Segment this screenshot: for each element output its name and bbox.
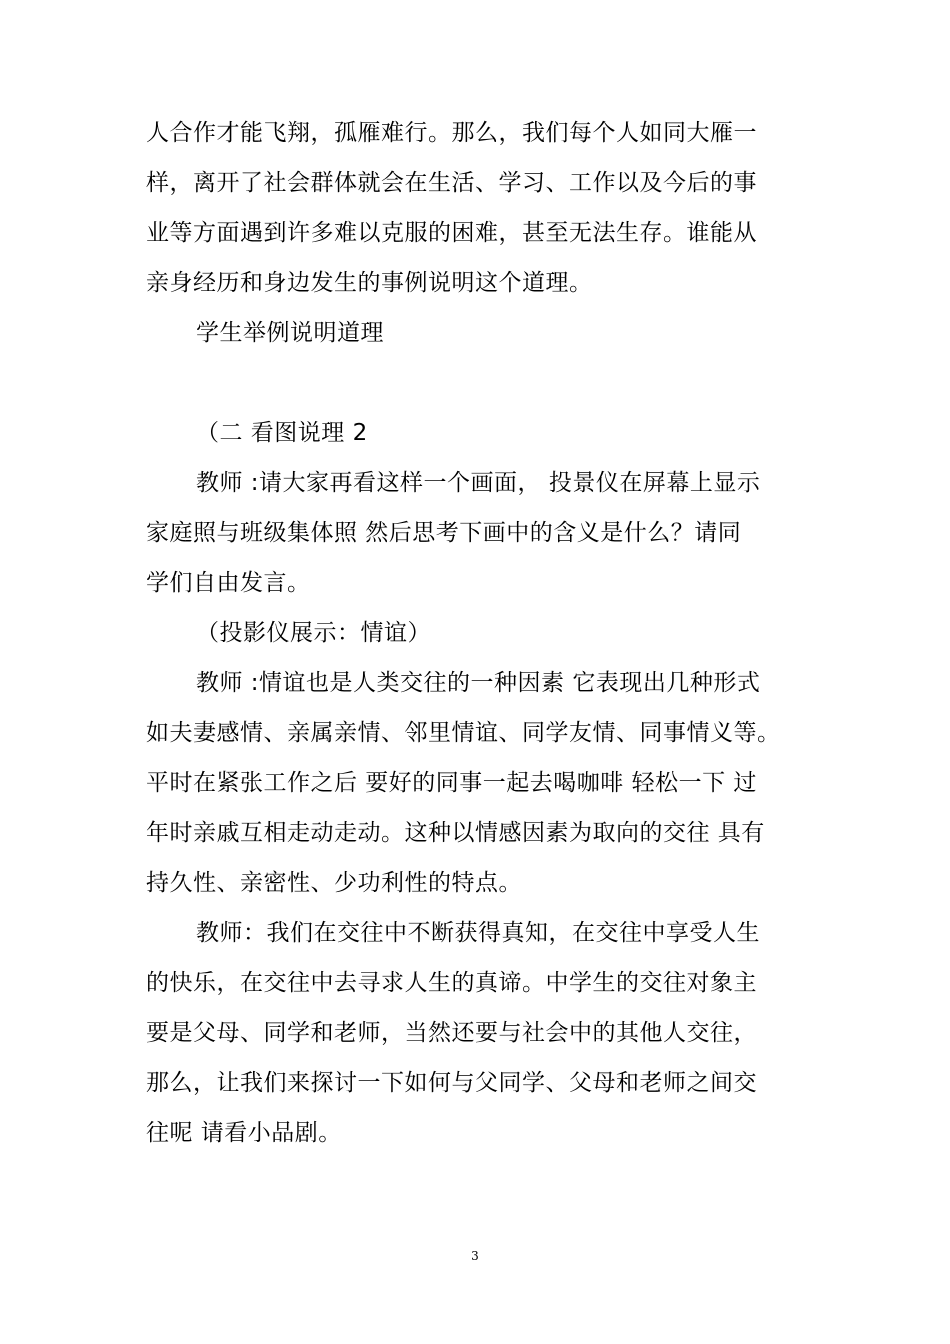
text-line: 亲身经历和身边发生的事例说明这个道理。 [146, 270, 593, 296]
text-line: 那么，让我们来探讨一下如何与父同学、父母和老师之间交 [146, 1070, 757, 1096]
text-line: 往呢 请看小品剧。 [146, 1120, 342, 1146]
text-line: 学生举例说明道理 [196, 320, 384, 346]
text-line: 学们自由发言。 [146, 570, 311, 596]
text-line: 要是父母、同学和老师，当然还要与社会中的其他人交往， [146, 1020, 757, 1046]
text-line: 的快乐，在交往中去寻求人生的真谛。中学生的交往对象主 [146, 970, 757, 996]
text-line: （投影仪展示：情谊） [196, 620, 431, 646]
text-line: 教师 :情谊也是人类交往的一种因素 它表现出几种形式 [196, 670, 761, 696]
text-line: 教师 :请大家再看这样一个画面， 投景仪在屏幕上显示 [196, 470, 761, 496]
text-line: 持久性、亲密性、少功利性的特点。 [146, 870, 522, 896]
page-number: 3 [471, 1249, 479, 1263]
text-line: 如夫妻感情、亲属亲情、邻里情谊、同学友情、同事情义等。 [146, 720, 781, 746]
text-line: 人合作才能飞翔，孤雁难行。那么，我们每个人如同大雁一 [146, 120, 757, 146]
text-line: 业等方面遇到许多难以克服的困难，甚至无法生存。谁能从 [146, 220, 757, 246]
section-heading: （二 看图说理 2 [196, 420, 368, 446]
text-line: 教师：我们在交往中不断获得真知，在交往中享受人生 [196, 920, 760, 946]
text-line: 平时在紧张工作之后 要好的同事一起去喝咖啡 轻松一下 过 [146, 770, 757, 796]
text-line: 家庭照与班级集体照 然后思考下画中的含义是什么？请同 [146, 520, 742, 546]
text-line: 年时亲戚互相走动走动。这种以情感因素为取向的交往 具有 [146, 820, 765, 846]
text-line: 样，离开了社会群体就会在生活、学习、工作以及今后的事 [146, 170, 757, 196]
